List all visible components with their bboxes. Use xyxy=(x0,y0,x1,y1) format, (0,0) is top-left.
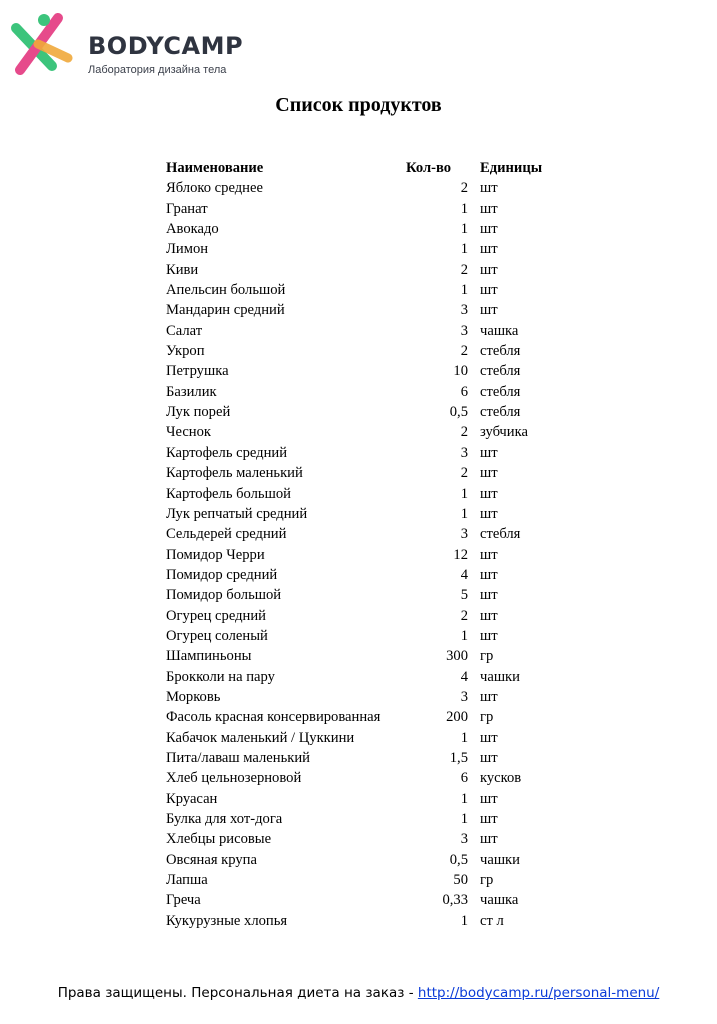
product-qty: 3 xyxy=(460,302,468,319)
header-name: Наименование xyxy=(166,160,264,176)
table-row xyxy=(166,463,570,483)
table-row xyxy=(166,300,570,320)
product-name: Помидор Черри xyxy=(166,546,265,563)
table-row xyxy=(166,361,570,381)
table-row xyxy=(166,707,570,727)
table-row xyxy=(166,850,570,870)
product-unit: гр xyxy=(480,872,494,889)
table-row xyxy=(166,280,570,300)
table-row xyxy=(166,239,570,259)
product-name: Кабачок маленький / Цуккини xyxy=(166,729,355,746)
product-qty: 1 xyxy=(460,912,468,929)
product-unit: чашка xyxy=(480,892,519,909)
product-unit: стебля xyxy=(480,363,521,380)
product-qty: 1 xyxy=(460,811,468,827)
product-unit: шт xyxy=(480,831,498,848)
table-row xyxy=(166,585,570,605)
product-name: Кукурузные хлопья xyxy=(166,912,288,929)
product-unit: гр xyxy=(480,709,494,726)
product-name: Яблоко среднее xyxy=(166,180,263,197)
table-row xyxy=(166,809,570,829)
product-qty: 6 xyxy=(460,383,468,400)
product-unit: шт xyxy=(480,790,498,807)
table-row xyxy=(166,382,570,402)
product-name: Картофель большой xyxy=(166,485,291,502)
product-name: Брокколи на пару xyxy=(166,668,275,685)
table-row xyxy=(166,484,570,504)
product-table xyxy=(166,158,570,931)
table-row xyxy=(166,728,570,748)
product-qty: 1 xyxy=(460,282,468,299)
product-name: Базилик xyxy=(166,383,217,400)
product-unit: стебля xyxy=(480,383,521,400)
table-row xyxy=(166,443,570,463)
table-row xyxy=(166,260,570,280)
product-qty: 1 xyxy=(460,485,468,502)
product-name: Авокадо xyxy=(166,221,219,238)
product-qty: 0,5 xyxy=(449,851,468,868)
product-qty: 12 xyxy=(453,546,468,563)
product-qty: 1 xyxy=(460,200,468,217)
product-unit: шт xyxy=(480,546,498,563)
page-title: Список продуктов xyxy=(275,94,442,116)
product-qty: 2 xyxy=(460,465,468,482)
product-unit: шт xyxy=(480,607,498,624)
product-unit: шт xyxy=(480,282,498,299)
product-unit: шт xyxy=(480,180,498,197)
bodycamp-logo-icon xyxy=(8,10,78,82)
table-row xyxy=(166,646,570,666)
product-qty: 2 xyxy=(460,424,468,441)
table-row xyxy=(166,748,570,768)
product-name: Хлебцы рисовые xyxy=(166,831,272,848)
product-name: Булка для хот-дога xyxy=(166,811,283,827)
table-row xyxy=(166,504,570,524)
table-row xyxy=(166,768,570,788)
product-unit: шт xyxy=(480,811,498,827)
product-qty: 1 xyxy=(460,627,468,644)
table-row xyxy=(166,545,570,565)
table-row xyxy=(166,422,570,442)
product-qty: 2 xyxy=(460,607,468,624)
product-qty: 3 xyxy=(460,444,468,461)
product-unit: гр xyxy=(480,648,494,665)
table-row xyxy=(166,341,570,361)
product-unit: кусков xyxy=(480,770,522,787)
header-unit: Единицы xyxy=(480,160,543,176)
table-row xyxy=(166,178,570,198)
product-unit: шт xyxy=(480,261,498,278)
footer-link[interactable]: http://bodycamp.ru/personal-menu/ xyxy=(417,985,660,1001)
product-unit: шт xyxy=(480,465,498,482)
product-unit: ст л xyxy=(480,912,504,929)
brand-tagline: Лаборатория дизайна тела xyxy=(88,64,227,76)
footer xyxy=(0,985,717,1001)
product-qty: 0,5 xyxy=(449,404,468,421)
table-row xyxy=(166,565,570,585)
table-row xyxy=(166,321,570,341)
product-unit: стебля xyxy=(480,526,521,543)
product-name: Фасоль красная консервированная xyxy=(166,709,381,726)
product-qty: 0,33 xyxy=(442,892,468,909)
product-unit: шт xyxy=(480,688,498,705)
product-unit: чашка xyxy=(480,322,519,339)
product-qty: 2 xyxy=(460,180,468,197)
product-qty: 50 xyxy=(453,872,468,889)
product-name: Гранат xyxy=(166,200,208,217)
product-name: Картофель маленький xyxy=(166,465,303,482)
product-qty: 3 xyxy=(460,688,468,705)
product-qty: 3 xyxy=(460,322,468,339)
product-qty: 1,5 xyxy=(449,749,468,766)
product-name: Чеснок xyxy=(166,424,211,441)
product-name: Сельдерей средний xyxy=(166,526,287,543)
product-name: Укроп xyxy=(166,343,205,360)
footer-text: Права защищены. Персональная диета на заказ - xyxy=(57,985,418,1001)
product-unit: шт xyxy=(480,587,498,604)
brand-logo xyxy=(8,10,248,82)
product-unit: шт xyxy=(480,485,498,502)
table-row xyxy=(166,870,570,890)
table-row xyxy=(166,524,570,544)
table-row xyxy=(166,667,570,687)
product-qty: 5 xyxy=(460,587,468,604)
product-unit: шт xyxy=(480,627,498,644)
product-name: Пита/лаваш маленький xyxy=(166,749,310,766)
product-qty: 1 xyxy=(460,241,468,258)
product-unit: шт xyxy=(480,241,498,258)
product-name: Помидор большой xyxy=(166,587,282,604)
product-name: Морковь xyxy=(166,688,221,705)
product-name: Хлеб цельнозерновой xyxy=(166,770,302,787)
product-name: Шампиньоны xyxy=(166,648,252,665)
table-row xyxy=(166,199,570,219)
product-unit: шт xyxy=(480,566,498,583)
product-unit: чашки xyxy=(480,851,520,868)
product-name: Салат xyxy=(166,322,203,339)
table-row xyxy=(166,890,570,910)
product-qty: 200 xyxy=(446,709,468,726)
header-qty: Кол-во xyxy=(406,160,452,176)
product-unit: шт xyxy=(480,749,498,766)
product-qty: 2 xyxy=(460,343,468,360)
product-qty: 1 xyxy=(460,729,468,746)
product-qty: 3 xyxy=(460,831,468,848)
product-unit: зубчика xyxy=(480,424,528,441)
product-name: Помидор средний xyxy=(166,566,278,583)
product-unit: стебля xyxy=(480,404,521,421)
product-name: Лимон xyxy=(166,241,209,258)
product-name: Круасан xyxy=(166,790,218,807)
table-row xyxy=(166,219,570,239)
product-name: Петрушка xyxy=(166,363,229,380)
product-unit: шт xyxy=(480,302,498,319)
product-qty: 6 xyxy=(460,770,468,787)
product-qty: 3 xyxy=(460,526,468,543)
table-row xyxy=(166,911,570,931)
product-name: Лапша xyxy=(166,872,208,889)
product-name: Лук порей xyxy=(166,404,231,421)
product-unit: чашки xyxy=(480,668,520,685)
product-qty: 4 xyxy=(460,668,468,685)
product-name: Греча xyxy=(166,892,201,909)
product-unit: шт xyxy=(480,729,498,746)
product-qty: 1 xyxy=(460,221,468,238)
table-row xyxy=(166,789,570,809)
brand-name: BODYCAMP xyxy=(88,32,244,60)
product-name: Картофель средний xyxy=(166,444,288,461)
product-unit: шт xyxy=(480,221,498,238)
table-row xyxy=(166,626,570,646)
product-qty: 10 xyxy=(453,363,468,380)
product-unit: шт xyxy=(480,444,498,461)
table-row xyxy=(166,829,570,849)
product-qty: 1 xyxy=(460,790,468,807)
product-qty: 4 xyxy=(460,566,468,583)
table-row xyxy=(166,687,570,707)
product-unit: шт xyxy=(480,200,498,217)
table-header-row xyxy=(166,158,570,178)
product-name: Киви xyxy=(166,261,199,278)
product-qty: 300 xyxy=(446,648,468,665)
product-name: Апельсин большой xyxy=(166,282,286,299)
product-unit: стебля xyxy=(480,343,521,360)
product-name: Огурец соленый xyxy=(166,627,268,644)
product-name: Овсяная крупа xyxy=(166,851,257,868)
table-row xyxy=(166,606,570,626)
product-name: Лук репчатый средний xyxy=(166,505,308,522)
product-name: Мандарин средний xyxy=(166,302,285,319)
table-row xyxy=(166,402,570,422)
product-qty: 2 xyxy=(460,261,468,278)
product-qty: 1 xyxy=(460,505,468,522)
product-name: Огурец средний xyxy=(166,607,266,624)
product-unit: шт xyxy=(480,505,498,522)
